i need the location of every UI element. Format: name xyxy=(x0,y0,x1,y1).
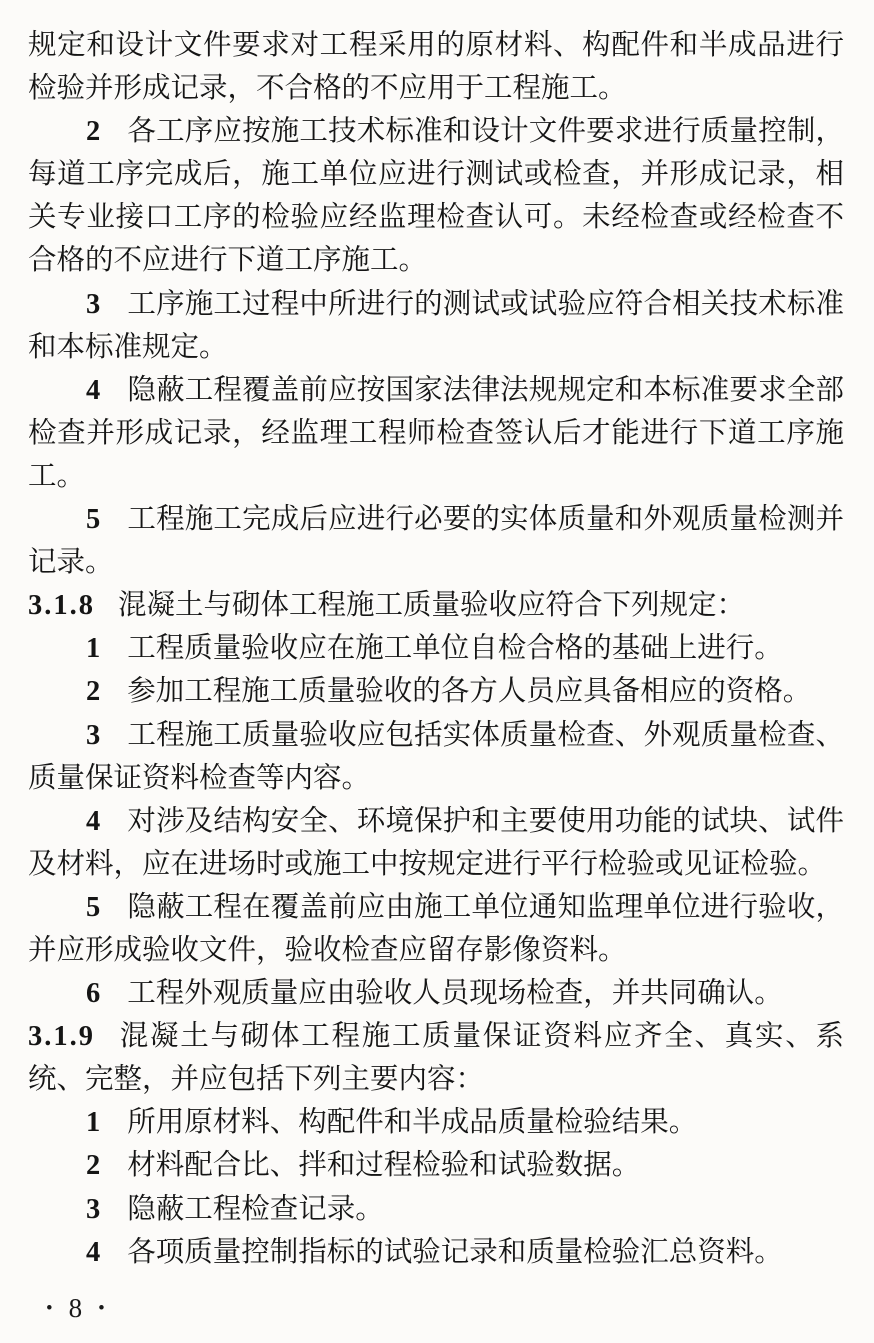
footer-bullet-left: • xyxy=(46,1298,53,1319)
clause-text: 混凝土与砌体工程施工质量保证资料应齐全、真实、系统、完整，并应包括下列主要内容： xyxy=(28,1021,844,1096)
clause-number: 1 xyxy=(86,633,101,665)
clause-number: 4 xyxy=(86,805,101,837)
clause-item xyxy=(28,369,844,498)
clause-text: 工程施工质量验收应包括实体质量检查、外观质量检查、质量保证资料检查等内容。 xyxy=(28,719,844,794)
clause-text: 隐蔽工程覆盖前应按国家法律法规规定和本标准要求全部检查并形成记录，经监理工程师检查签认后才能进行下道工序施工。 xyxy=(28,374,844,492)
page-footer xyxy=(46,1293,105,1323)
clause-text: 各工序应按施工技术标准和设计文件要求进行质量控制，每道工序完成后，施工单位应进行测试或检查，并形成记录，相关专业接口工序的检验应经监理检查认可。未经检查或经检查不合格的不应进行下道工序施工。 xyxy=(28,116,844,277)
clause-item xyxy=(28,498,844,584)
clause-item xyxy=(28,800,844,886)
clause-text: 工程施工完成后应进行必要的实体质量和外观质量检测并记录。 xyxy=(28,504,844,579)
section-number: 3.1.8 xyxy=(28,590,95,622)
page-number: 8 xyxy=(68,1293,83,1323)
clause-text: 材料配合比、拌和过程检验和试验数据。 xyxy=(127,1150,641,1182)
footer-bullet-right: • xyxy=(98,1298,105,1319)
clause-number: 4 xyxy=(86,374,101,406)
clause-number: 3 xyxy=(86,1193,101,1225)
clause-item xyxy=(28,1144,844,1187)
clause-section-3-1-8 xyxy=(28,584,844,627)
clause-item xyxy=(28,670,844,713)
clause-number: 1 xyxy=(86,1107,101,1139)
clause-item xyxy=(28,1188,844,1231)
section-number: 3.1.9 xyxy=(28,1021,95,1053)
clause-text: 隐蔽工程在覆盖前应由施工单位通知监理单位进行验收，并应形成验收文件，验收检查应留存影像资料。 xyxy=(28,891,844,966)
clause-text: 对涉及结构安全、环境保护和主要使用功能的试块、试件及材料，应在进场时或施工中按规定进行平行检验或见证检验。 xyxy=(28,805,844,880)
clause-text: 工序施工过程中所进行的测试或试验应符合相关技术标准和本标准规定。 xyxy=(28,288,844,363)
clause-number: 5 xyxy=(86,504,101,536)
clause-item xyxy=(28,1101,844,1144)
clause-number: 3 xyxy=(86,288,101,320)
clause-item xyxy=(28,110,844,282)
clause-text: 工程质量验收应在施工单位自检合格的基础上进行。 xyxy=(127,633,783,665)
clause-item xyxy=(28,886,844,972)
clause-item xyxy=(28,1231,844,1274)
clause-text: 隐蔽工程检查记录。 xyxy=(127,1193,384,1225)
clause-number: 3 xyxy=(86,719,101,751)
paragraph-continuation xyxy=(28,24,844,110)
clause-number: 2 xyxy=(86,1150,101,1182)
clause-text: 参加工程施工质量验收的各方人员应具备相应的资格。 xyxy=(127,676,812,708)
clause-number: 6 xyxy=(86,978,101,1010)
clause-number: 4 xyxy=(86,1236,101,1268)
clause-text: 混凝土与砌体工程施工质量验收应符合下列规定： xyxy=(118,590,746,622)
clause-section-3-1-9 xyxy=(28,1015,844,1101)
clause-number: 2 xyxy=(86,676,101,708)
clause-item xyxy=(28,972,844,1015)
clause-text: 规定和设计文件要求对工程采用的原材料、构配件和半成品进行检验并形成记录，不合格的不应用于工程施工。 xyxy=(28,30,844,105)
clause-item xyxy=(28,283,844,369)
clause-text: 各项质量控制指标的试验记录和质量检验汇总资料。 xyxy=(127,1236,783,1268)
clause-text: 所用原材料、构配件和半成品质量检验结果。 xyxy=(127,1107,698,1139)
clause-number: 5 xyxy=(86,891,101,923)
clause-text: 工程外观质量应由验收人员现场检查，并共同确认。 xyxy=(127,978,783,1010)
clause-number: 2 xyxy=(86,116,101,148)
clause-item xyxy=(28,714,844,800)
clause-item xyxy=(28,627,844,670)
